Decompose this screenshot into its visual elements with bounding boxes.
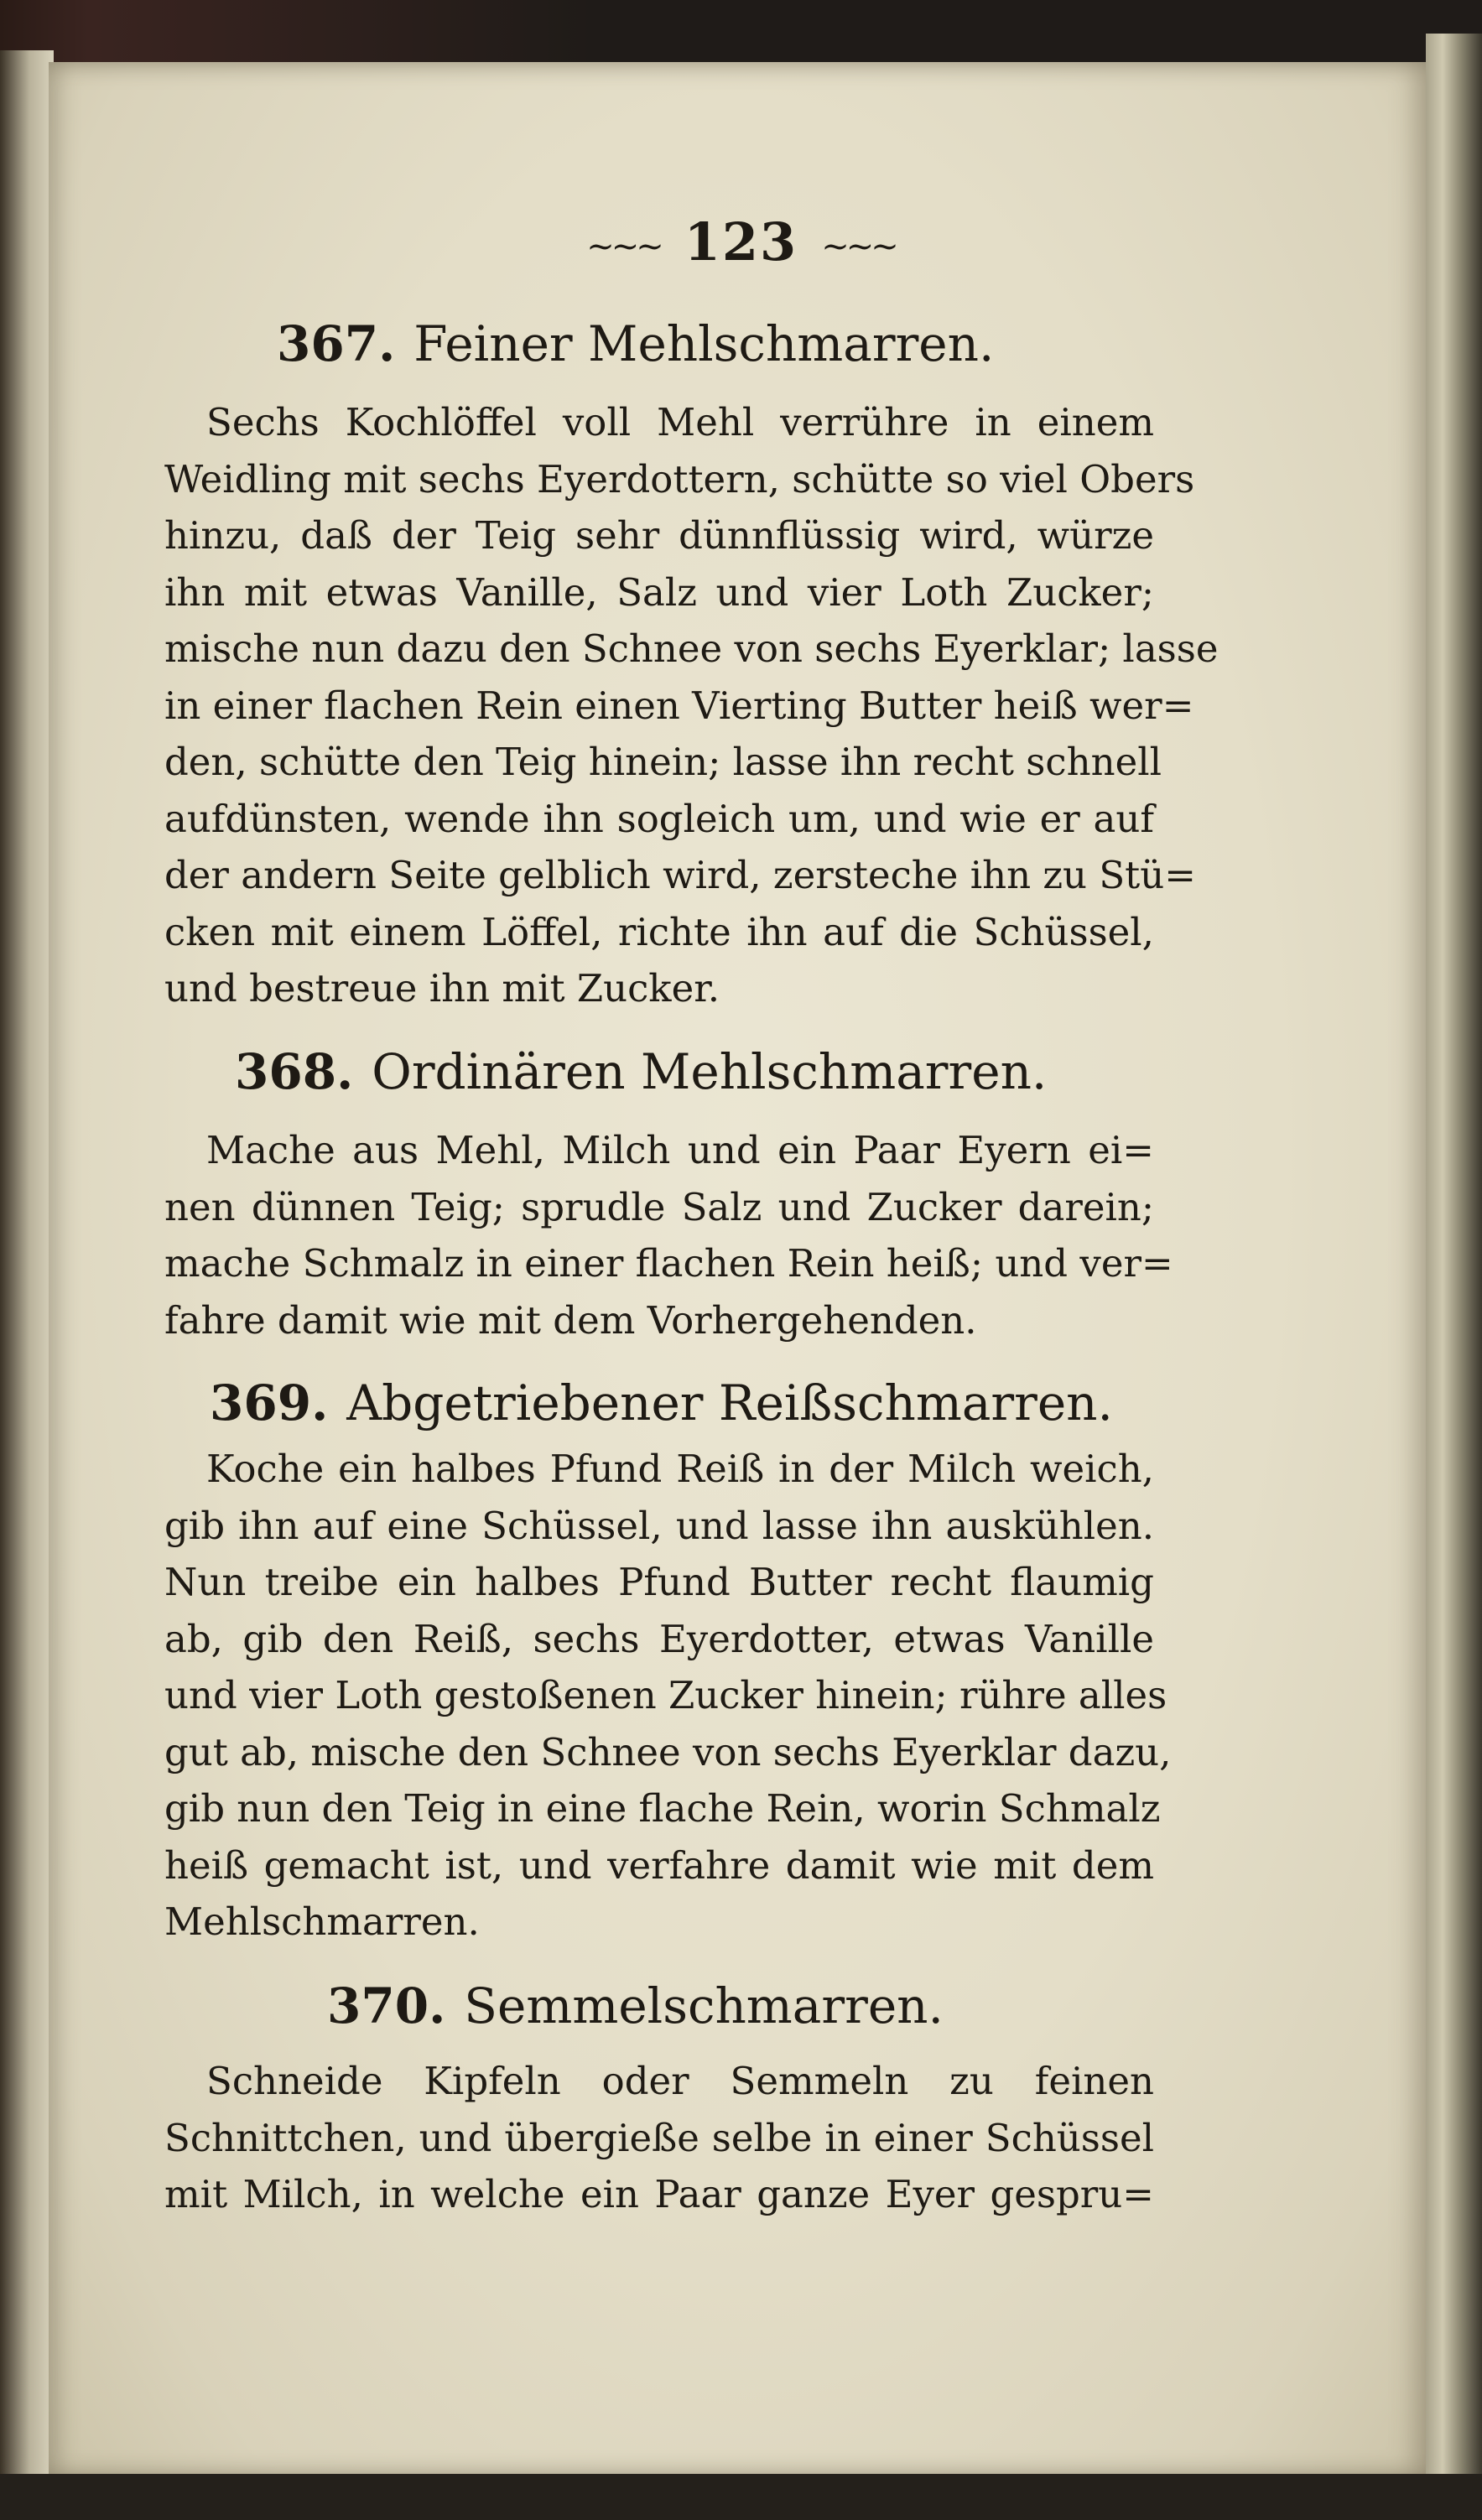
ornament-left: ~~~ xyxy=(586,227,661,266)
text-line: cken mit einem Löffel, richte ihn auf die Schüssel, xyxy=(164,909,1154,954)
recipe-text xyxy=(164,394,1219,1017)
recipe-heading xyxy=(277,314,1283,373)
text-line: mit Milch, in welche ein Paar ganze Eyer gespru= xyxy=(164,2172,1154,2216)
recipe-title: Semmelschmarren. xyxy=(464,1977,944,2034)
recipe-title: Feiner Mehlschmarren. xyxy=(413,315,995,372)
text-line: ab, gib den Reiß, sechs Eyerdotter, etwas Vanille xyxy=(164,1616,1154,1661)
text-line: ihn mit etwas Vanille, Salz und vier Loth Zucker; xyxy=(164,569,1154,615)
recipe-title: Abgetriebener Reißschmarren. xyxy=(346,1374,1113,1431)
text-line: heiß gemacht ist, und verfahre damit wie mit dem xyxy=(164,1842,1154,1888)
recipe-number: 368. xyxy=(235,1043,354,1100)
book-bottom-edge xyxy=(0,2474,1482,2520)
text-line: fahre damit wie mit dem Vorhergehenden. xyxy=(164,1297,977,1343)
recipe-title: Ordinären Mehlschmarren. xyxy=(372,1043,1048,1100)
text-line: gib ihn auf eine Schüssel, und lasse ihn auskühlen. xyxy=(164,1503,1154,1548)
text-line: gib nun den Teig in eine flache Rein, worin Schmalz xyxy=(164,1786,1161,1831)
book-top-edge xyxy=(0,0,1482,67)
recipe-heading xyxy=(327,1977,1334,2035)
text-line: den, schütte den Teig hinein; lasse ihn recht schnell xyxy=(164,740,1162,784)
text-line: der andern Seite gelblich wird, zersteche ihn zu Stü= xyxy=(164,853,1196,897)
recipe-text xyxy=(164,1122,1173,1348)
text-line: Mache aus Mehl, Milch und ein Paar Eyern ei= xyxy=(206,1128,1154,1172)
text-line: Nun treibe ein halbes Pfund Butter recht flaumig xyxy=(164,1560,1154,1604)
text-line: und bestreue ihn mit Zucker. xyxy=(164,966,720,1011)
text-line: gut ab, mische den Schnee von sechs Eyerklar dazu, xyxy=(164,1729,1172,1774)
recipe-number: 369. xyxy=(210,1374,329,1431)
text-line: hinzu, daß der Teig sehr dünnflüssig wird, würze xyxy=(164,513,1154,558)
text-line: Sechs Kochlöffel voll Mehl verrühre in einem xyxy=(206,400,1154,444)
recipe-number: 370. xyxy=(327,1977,446,2034)
recipe-heading xyxy=(210,1374,1216,1432)
text-line: aufdünsten, wende ihn sogleich um, und wie er auf xyxy=(164,796,1154,841)
text-line: Mehlschmarren. xyxy=(164,1899,480,1944)
text-line: Schnittchen, und übergieße selbe in einer Schüssel xyxy=(164,2115,1154,2160)
text-line: Koche ein halbes Pfund Reiß in der Milch weich, xyxy=(206,1447,1154,1491)
ornament-right: ~~~ xyxy=(821,227,896,266)
book-page-edges-right xyxy=(1426,34,1482,2520)
text-line: Schneide Kipfeln oder Semmeln zu feinen xyxy=(206,2059,1154,2103)
text-line: mische nun dazu den Schnee von sechs Eyerklar; lasse xyxy=(164,626,1219,671)
text-line: Weidling mit sechs Eyerdottern, schütte so viel Obers xyxy=(164,456,1195,501)
text-line: nen dünnen Teig; sprudle Salz und Zucker darein; xyxy=(164,1184,1154,1229)
page-number: 123 xyxy=(684,211,798,273)
text-line: in einer flachen Rein einen Vierting Butter heiß wer= xyxy=(164,683,1194,728)
page-number-header xyxy=(0,211,1482,273)
recipe-text xyxy=(164,2053,1154,2223)
recipe-number: 367. xyxy=(277,315,396,372)
recipe-text xyxy=(164,1441,1172,1951)
book-binding-left xyxy=(0,50,54,2520)
text-line: und vier Loth gestoßenen Zucker hinein; rühre alles xyxy=(164,1673,1167,1717)
text-line: mache Schmalz in einer flachen Rein heiß; und ver= xyxy=(164,1241,1173,1286)
recipe-heading xyxy=(235,1042,1241,1101)
